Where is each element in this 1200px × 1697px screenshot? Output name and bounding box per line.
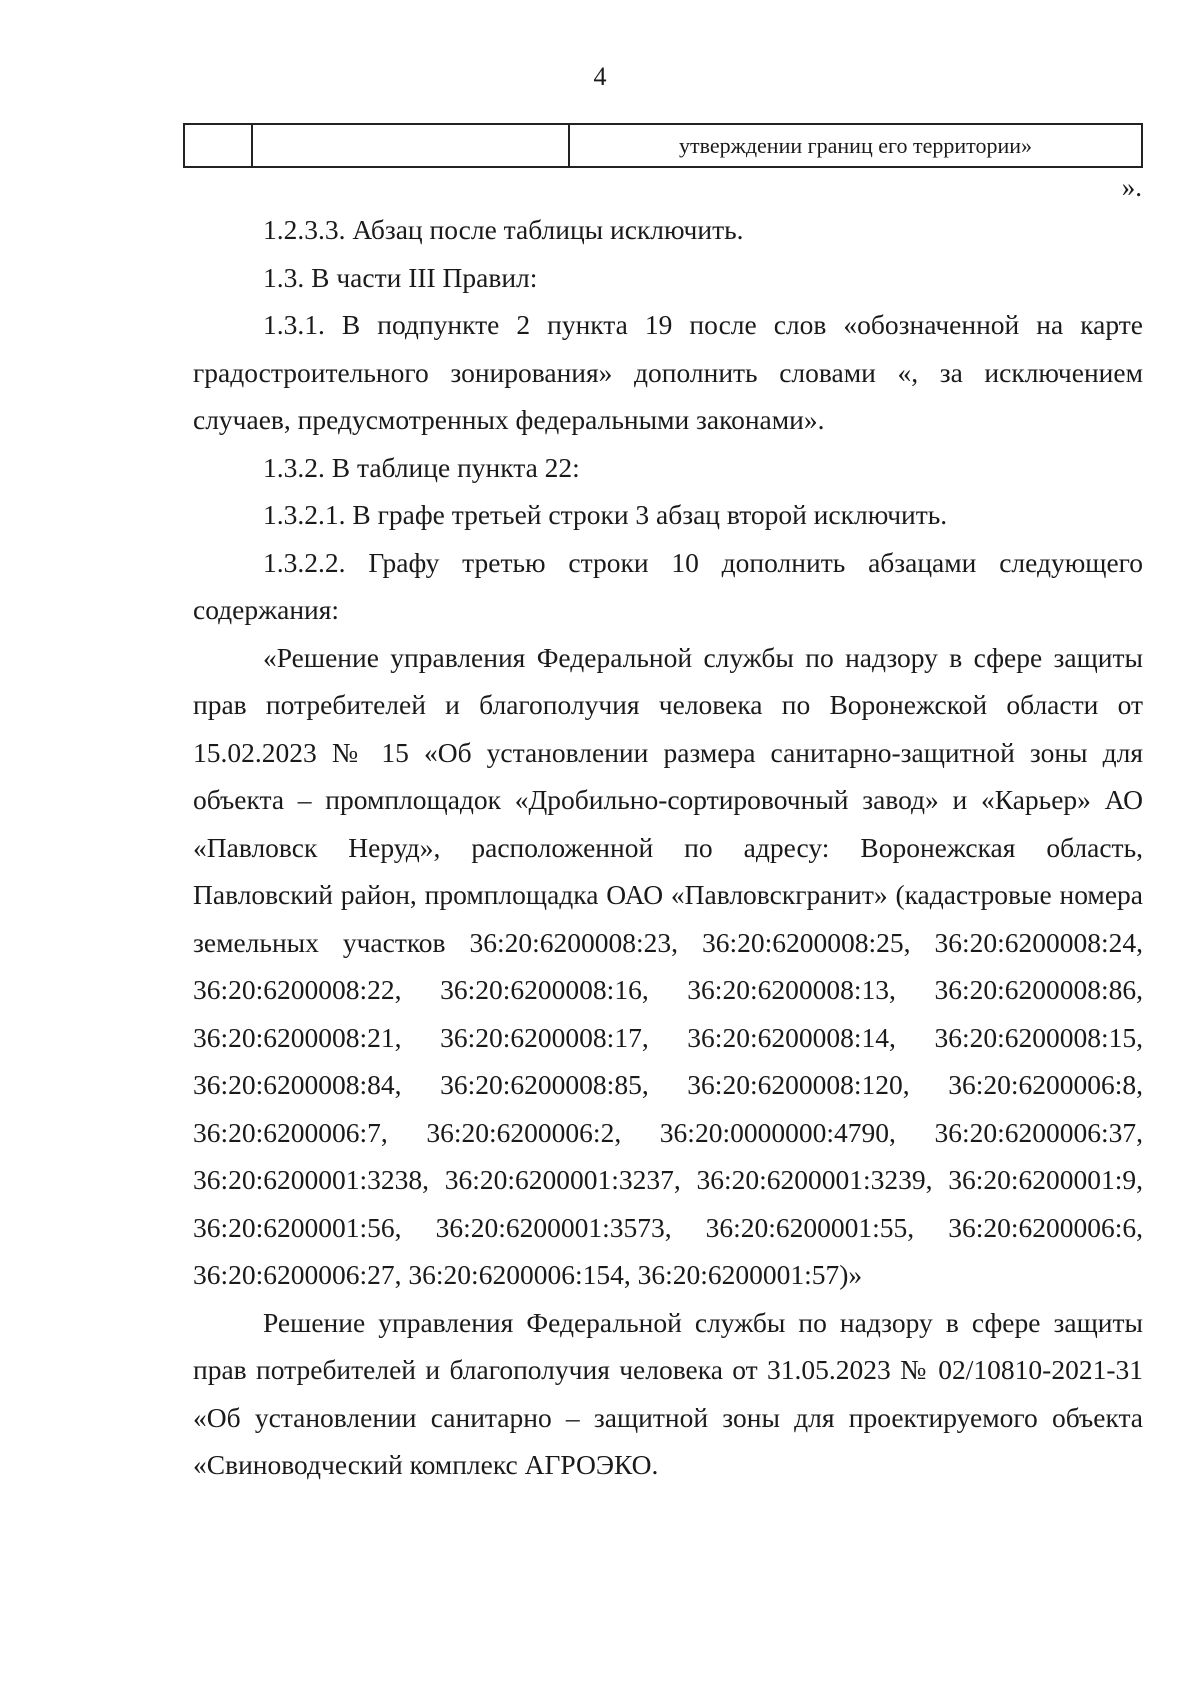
paragraph-decision-agroeco: Решение управления Федеральной службы по надзору в сфере защиты прав потребителей и благополучия человека от 31.05.2023 № 02/10810-2021-31 «Об установлении санитарно – защитной зоны для проектируемого объекта «Свиноводческий комплекс АГРОЭКО. (193, 1306, 1143, 1480)
paragraph-1-3-2-2: 1.3.2.2. Графу третью строки 10 дополнить абзацами следующего содержания: (193, 546, 1143, 625)
paragraph-1-2-3-3: 1.2.3.3. Абзац после таблицы исключить. (263, 214, 744, 245)
paragraph-1-3-2-1: 1.3.2.1. В графе третьей строки 3 абзац второй исключить. (263, 499, 948, 530)
paragraph-decision-voronezh: «Решение управления Федеральной службы по надзору в сфере защиты прав потребителей и благополучия человека по Воронежской области от 15.02.2023 № 15 «Об установлении размера санитарно-защитной зоны для объекта – промплощадок «Дробильно-сортировочный завод» и «Карьер» АО «Павловск Неруд», расположенной по адресу: Воронежская область, Павловский район, промплощадка ОАО «Павловскгранит» (кадастровые номера земельных участков 36:20:6200008:23, 36:20:6200008:25, 36:20:6200008:24, 36:20:6200008:22, 36:20:6200008:16, 36:20:6200008:13, 36:20:6200008:86, 36:20:6200008:21, 36:20:6200008:17, 36:20:6200008:14, 36:20:6200008:15, 36:20:6200008:84, 36:20:6200008:85, 36:20:6200008:120, 36:20:6200006:8, 36:20:6200006:7, 36:20:6200006:2, 36:20:0000000:4790, 36:20:6200006:37, 36:20:6200001:3238, 36:20:6200001:3237, 36:20:6200001:3239, 36:20:6200001:9, 36:20:6200001:56, 36:20:6200001:3573, 36:20:6200001:55, 36:20:6200006:6, 36:20:6200006:27, 36:20:6200006:154, 36:20:6200001:57)» (193, 641, 1143, 1290)
table-fragment (183, 123, 1143, 168)
paragraph-1-3: 1.3. В части III Правил: (263, 261, 538, 293)
table-cell-document: утверждении границ его территории» (569, 124, 1142, 167)
paragraph-1-3-1: 1.3.1. В подпункте 2 пункта 19 после слов «обозначенной на карте градостроительного зонирования» дополнить словами «, за исключением случаев, предусмотренных федеральными законами». (193, 309, 1143, 435)
table-cell-number (184, 124, 252, 167)
paragraph-1-3-2: 1.3.2. В таблице пункта 22: (263, 451, 580, 483)
page-number: 4 (593, 62, 607, 91)
document-body (193, 206, 1143, 1489)
table-cell-zone (252, 124, 569, 167)
table-row (184, 124, 1142, 167)
closing-quote: ». (1121, 172, 1142, 202)
